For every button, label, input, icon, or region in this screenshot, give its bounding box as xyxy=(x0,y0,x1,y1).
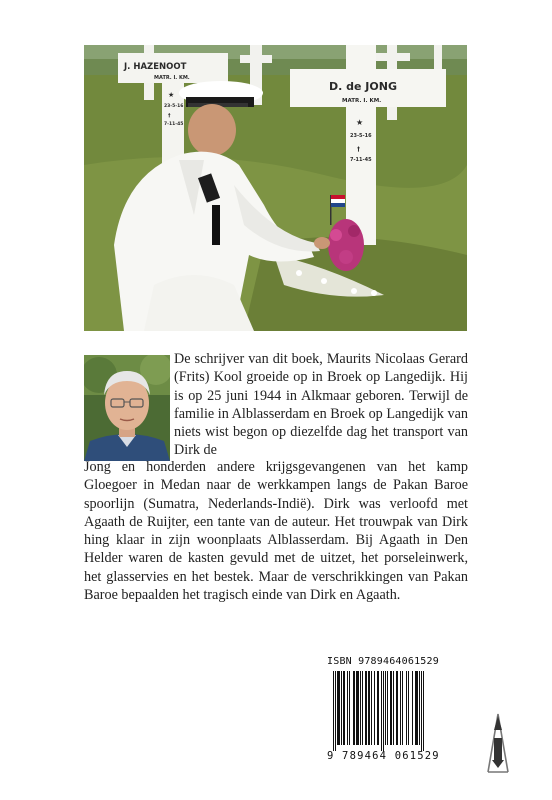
barcode-bar xyxy=(360,671,361,745)
svg-text:7-11-45: 7-11-45 xyxy=(350,157,372,163)
author-portrait xyxy=(84,355,170,461)
barcode-bar xyxy=(387,671,388,745)
publisher-logo xyxy=(484,708,512,776)
barcode-bar xyxy=(423,671,424,751)
war-cemetery-illustration xyxy=(84,45,467,331)
barcode-bar xyxy=(412,671,413,745)
svg-text:MATR. I. KM.: MATR. I. KM. xyxy=(154,75,190,81)
svg-text:23-5-16: 23-5-16 xyxy=(164,104,184,109)
svg-text:★: ★ xyxy=(168,91,175,99)
barcode-bar xyxy=(347,671,348,745)
svg-text:†: † xyxy=(357,146,360,153)
barcode-bar xyxy=(402,671,403,745)
barcode-bar xyxy=(415,671,418,745)
barcode-bar xyxy=(374,671,375,745)
barcode-bar xyxy=(368,671,370,745)
svg-text:MATR. I. KM.: MATR. I. KM. xyxy=(342,98,382,104)
svg-text:J. HAZENOOT: J. HAZENOOT xyxy=(124,62,187,72)
barcode-bar xyxy=(421,671,422,751)
barcode-bar xyxy=(333,671,334,751)
barcode-bar xyxy=(335,671,336,751)
barcode-bar xyxy=(393,671,394,745)
barcode-bar xyxy=(349,671,350,745)
barcode-bar xyxy=(365,671,367,745)
barcode-bars xyxy=(327,671,467,751)
barcode-bar xyxy=(337,671,340,745)
svg-text:★: ★ xyxy=(356,118,364,127)
barcode-bar xyxy=(341,671,342,745)
author-bio-intro: De schrijver van dit boek, Maurits Nicolaas Gerard (Frits) Kool groeide op in Broek op Langedijk. Hij is op 25 juni 1944 in Alkmaar geboren. Terwijl de familie in Alblasserdam en Broek op Langedijk van niets wist begon op diezelfde dag het transport van Dirk de xyxy=(174,351,468,459)
barcode-bar xyxy=(408,671,409,745)
barcode-bar xyxy=(406,671,407,745)
barcode-bar xyxy=(419,671,420,745)
barcode-bar xyxy=(356,671,359,745)
barcode-bar xyxy=(385,671,386,745)
cover-photo-war-grave xyxy=(84,45,467,331)
svg-text:D. de JONG: D. de JONG xyxy=(329,80,397,93)
svg-text:7-11-45: 7-11-45 xyxy=(164,122,184,127)
svg-text:23-5-16: 23-5-16 xyxy=(350,133,372,139)
barcode-bar xyxy=(390,671,392,745)
barcode-bar xyxy=(400,671,401,745)
barcode-bar xyxy=(396,671,398,745)
barcode-bar xyxy=(377,671,379,745)
barcode-bar xyxy=(362,671,363,745)
isbn-label: ISBN 9789464061529 xyxy=(327,656,439,667)
author-bio-continued: Jong en honderden andere krijgsgevangenen van het kamp Gloegoer in Medan naar de werkkampen langs de Pakan Baroe spoorlijn (Sumatra, Nederlands-Indië). Dirk was verloofd met Agaath de Ruijter, een tante van de auteur. Het trouwpak van Dirk hing klaar in zijn woonplaats Alblasserdam. Bij Agaath in Den Helder waren de kasten gevuld met de uitzet, het porseleinwerk, het glasservies en het bestek. Maar de verschrikkingen van Pakan Baroe bepaalden het tragisch einde van Dirk en Agaath. xyxy=(84,459,468,604)
svg-text:†: † xyxy=(168,113,171,119)
barcode-bar xyxy=(371,671,372,745)
barcode-bar xyxy=(353,671,355,745)
barcode-bar xyxy=(343,671,345,745)
barcode-bar xyxy=(383,671,384,751)
barcode-bar xyxy=(381,671,382,751)
barcode-digits: 9 789464 061529 xyxy=(327,750,440,762)
isbn-barcode xyxy=(327,656,467,766)
